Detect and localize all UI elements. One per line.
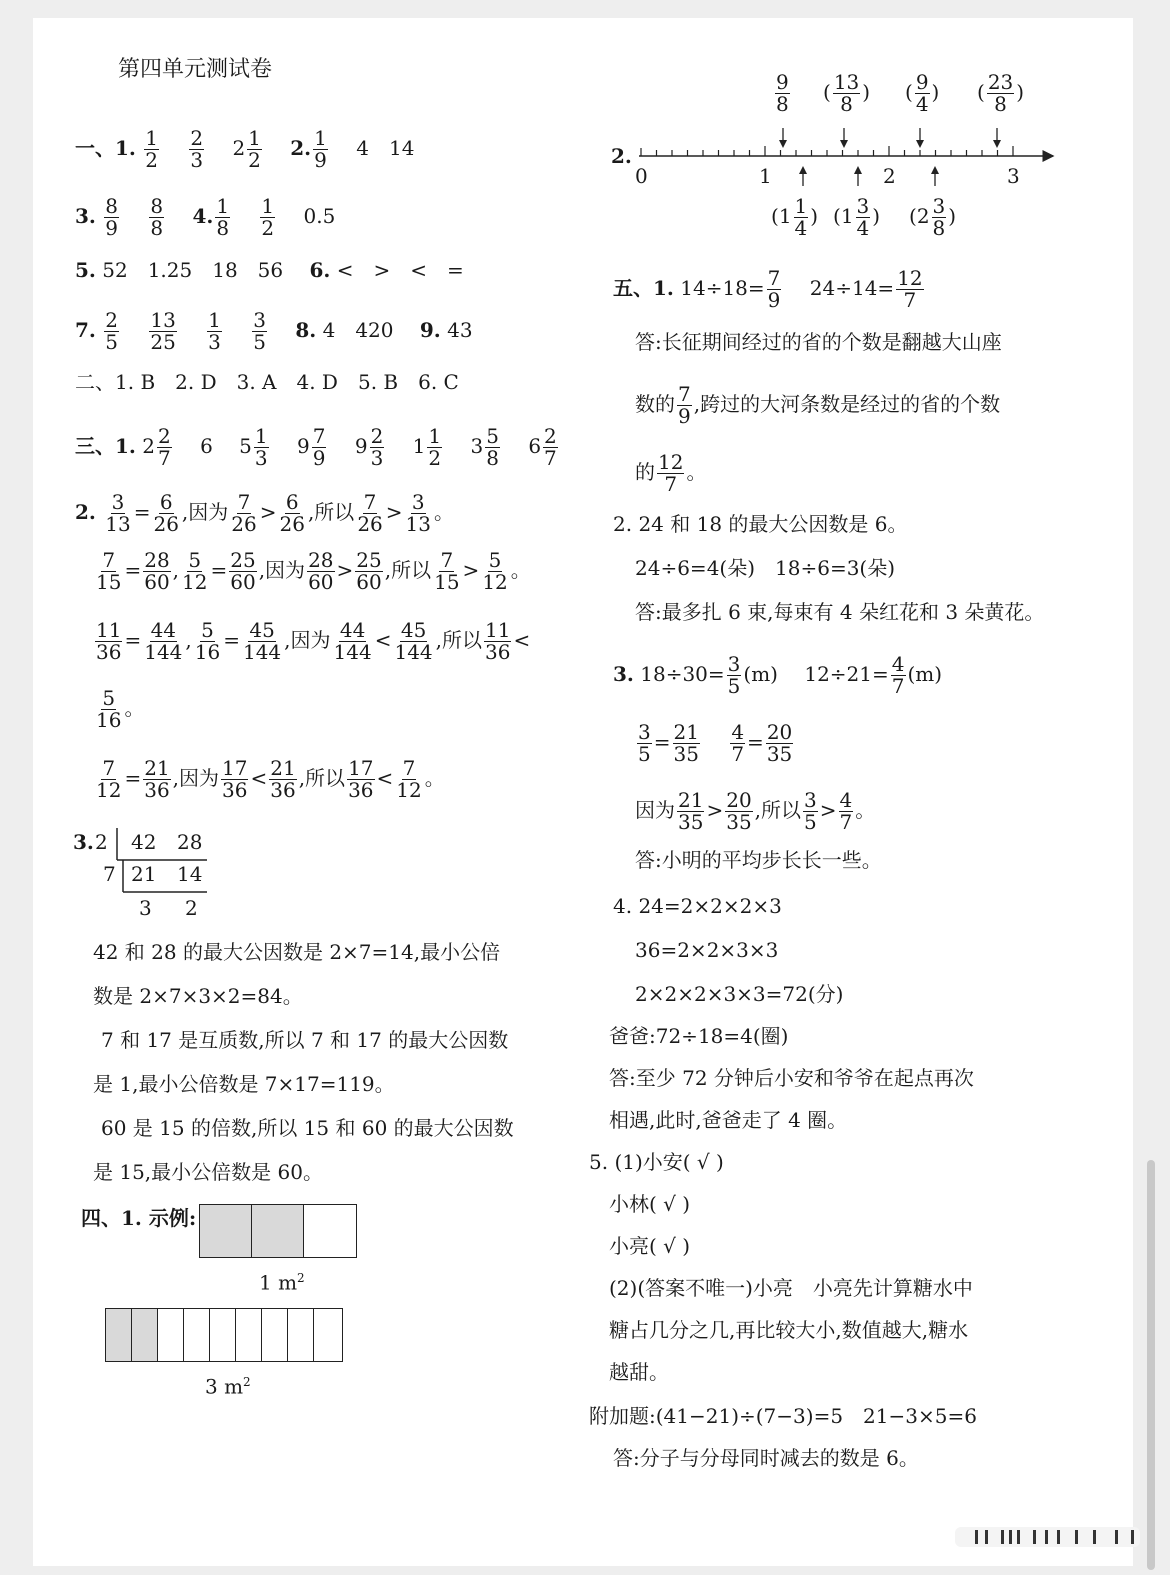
label-9-8: $\frac{9}{8}$	[776, 70, 789, 116]
answer-line-3-1: 三、1. 2 $\frac{2}{7}$ 6 5 $\frac{1}{3}$ 9 $\frac{7}{9}$ 9 $\frac{2}{3}$ 1 $\frac{1}{2}$ 3 $\frac{5}{8}$ 6 $\frac{2}{7}$	[75, 424, 557, 470]
answer-line-3-2a: 2. $\frac{3}{13}$ = $\frac{6}{26}$ ,因为 $\frac{7}{26}$ > $\frac{6}{26}$ ,所以 $\frac{7}{26}$ > $\frac{3}{13}$ 。	[75, 490, 454, 536]
answer-line-5-1: 五、1. 14÷18= $\frac{7}{9}$ 24÷14= $\frac{12}{7}$	[613, 266, 923, 312]
unit-3m2: 3 $m^2$	[205, 1374, 251, 1399]
answer-line-1-1: 一、1. $\frac{1}{2}$ $\frac{2}{3}$ 2 $\frac{1}{2}$ 2. $\frac{1}{9}$ 4 14	[75, 126, 415, 172]
answer-line-1-3: 3. $\frac{8}{9}$ $\frac{8}{8}$ 4. $\frac{1}{8}$ $\frac{1}{2}$ 0.5	[75, 194, 336, 240]
answer-5-5-e: 糖占几分之几,再比较大小,数值越大,糖水	[609, 1318, 969, 1342]
answer-5-4-e: 答:至少 72 分钟后小安和爷爷在起点再次	[609, 1066, 974, 1090]
answer-5-3-d: 答:小明的平均步长长一些。	[635, 848, 882, 872]
answer-section-2: 二、1. B 2. D 3. A 4. D 5. B 6. C	[75, 370, 459, 394]
paragraph-gcd-3: 7 和 17 是互质数,所以 7 和 17 的最大公因数	[101, 1028, 509, 1052]
area-model-1	[199, 1204, 357, 1258]
answer-5-4-c: 2×2×2×3×3=72(分)	[635, 982, 844, 1006]
answer-5-4-d: 爸爸:72÷18=4(圈)	[609, 1024, 789, 1048]
label-1-3-4: (1 $\frac{3}{4}$ )	[833, 194, 881, 240]
answer-5-5-f: 越甜。	[609, 1360, 669, 1384]
label-13-8: ( $\frac{13}{8}$ )	[823, 70, 871, 116]
tick-0: 0	[635, 164, 648, 188]
answer-5-1-b: 数的 $\frac{7}{9}$ ,跨过的大河条数是经过的省的个数	[635, 382, 1001, 428]
short-division: 3. 2 42 28 7 21 14 3 2	[73, 830, 203, 920]
answer-5-4-b: 36=2×2×3×3	[635, 938, 779, 962]
bonus-question: 附加题:(41−21)÷(7−3)=5 21−3×5=6	[589, 1404, 977, 1428]
section-4-label: 四、1. 示例:	[81, 1206, 197, 1230]
label-1-1-4: (1 $\frac{1}{4}$ )	[771, 194, 819, 240]
answer-line-1-7: 7. $\frac{2}{5}$ $\frac{13}{25}$ $\frac{1}{3}$ $\frac{3}{5}$ 8. 4 420 9. 43	[75, 308, 473, 354]
watermark-icon	[955, 1525, 1140, 1549]
answer-5-5-d: (2)(答案不唯一)小亮 小亮先计算糖水中	[609, 1276, 973, 1300]
paragraph-gcd-6: 是 15,最小公倍数是 60。	[93, 1160, 323, 1184]
answer-line-3-2c: $\frac{11}{36}$ = $\frac{44}{144}$ , $\frac{5}{16}$ = $\frac{45}{144}$ ,因为 $\frac{44}{144}$ < $\frac{45}{144}$ ,所以 $\frac{11}{36}$ <	[96, 618, 531, 664]
unit-1m2: 1 $m^2$	[259, 1270, 305, 1295]
answer-5-5-b: 小林( √ )	[609, 1192, 691, 1216]
answer-line-3-2b: $\frac{7}{15}$ = $\frac{28}{60}$ , $\frac{5}{12}$ = $\frac{25}{60}$ ,因为 $\frac{28}{60}$ > $\frac{25}{60}$ ,所以 $\frac{7}{15}$ > $\frac{5}{12}$ 。	[96, 548, 531, 594]
answer-5-3-c: 因为 $\frac{21}{35}$ > $\frac{20}{35}$ ,所以 $\frac{3}{5}$ > $\frac{4}{7}$ 。	[635, 788, 876, 834]
answer-5-3-a: 3. 18÷30= $\frac{3}{5}$ (m) 12÷21= $\frac{4}{7}$ (m)	[613, 652, 943, 698]
page-title: 第四单元测试卷	[118, 57, 273, 82]
tick-2: 2	[883, 164, 896, 188]
vertical-scrollbar[interactable]	[1147, 1160, 1155, 1570]
paragraph-gcd-4: 是 1,最小公倍数是 7×17=119。	[93, 1072, 395, 1096]
answer-line-3-2d: $\frac{7}{12}$ = $\frac{21}{36}$ ,因为 $\frac{17}{36}$ < $\frac{21}{36}$ ,所以 $\frac{17}{36}$ < $\frac{7}{12}$ 。	[96, 756, 445, 802]
answer-5-1-a: 答:长征期间经过的省的个数是翻越大山座	[635, 330, 1002, 354]
tick-1: 1	[759, 164, 772, 188]
answer-page	[33, 18, 1133, 1566]
answer-5-4-f: 相遇,此时,爸爸走了 4 圈。	[609, 1108, 848, 1132]
answer-line-3-2c-cont: $\frac{5}{16}$ 。	[96, 686, 145, 732]
tick-3: 3	[1007, 164, 1020, 188]
label-2-3-8: (2 $\frac{3}{8}$ )	[909, 194, 957, 240]
answer-5-2-a: 2. 24 和 18 的最大公因数是 6。	[613, 512, 908, 536]
answer-5-4-a: 4. 24=2×2×2×3	[613, 894, 782, 918]
answer-5-3-b: $\frac{3}{5}$ = $\frac{21}{35}$ $\frac{4}{7}$ = $\frac{20}{35}$	[638, 720, 793, 766]
answer-line-1-5: 5. 52 1.25 18 56 6. < > < =	[75, 258, 464, 282]
paragraph-gcd-1: 42 和 28 的最大公因数是 2×7=14,最小公倍	[93, 940, 501, 964]
number-line: 2. $\frac{9}{8}$ ( $\frac{13}{8}$ ) ( $\frac{9}{4}$ ) ( $\frac{23}{8}$ ) 0 1 2 3 (1 $\frac{1}{4}$ ) (1 $\frac{3}{4}$ ) (2 $\frac{3}{8}$ )	[611, 70, 1025, 240]
area-model-2	[105, 1308, 343, 1362]
answer-5-2-c: 答:最多扎 6 束,每束有 4 朵红花和 3 朵黄花。	[635, 600, 1045, 624]
paragraph-gcd-2: 数是 2×7×3×2=84。	[93, 984, 303, 1008]
answer-5-5-a: 5. (1)小安( √ )	[589, 1150, 724, 1174]
answer-5-2-b: 24÷6=4(朵) 18÷6=3(朵)	[635, 556, 896, 580]
bonus-answer: 答:分子与分母同时减去的数是 6。	[613, 1446, 919, 1470]
label-23-8: ( $\frac{23}{8}$ )	[977, 70, 1025, 116]
paragraph-gcd-5: 60 是 15 的倍数,所以 15 和 60 的最大公因数	[101, 1116, 514, 1140]
answer-5-5-c: 小亮( √ )	[609, 1234, 691, 1258]
label-9-4: ( $\frac{9}{4}$ )	[905, 70, 940, 116]
answer-5-1-c: 的 $\frac{12}{7}$ 。	[635, 450, 707, 496]
